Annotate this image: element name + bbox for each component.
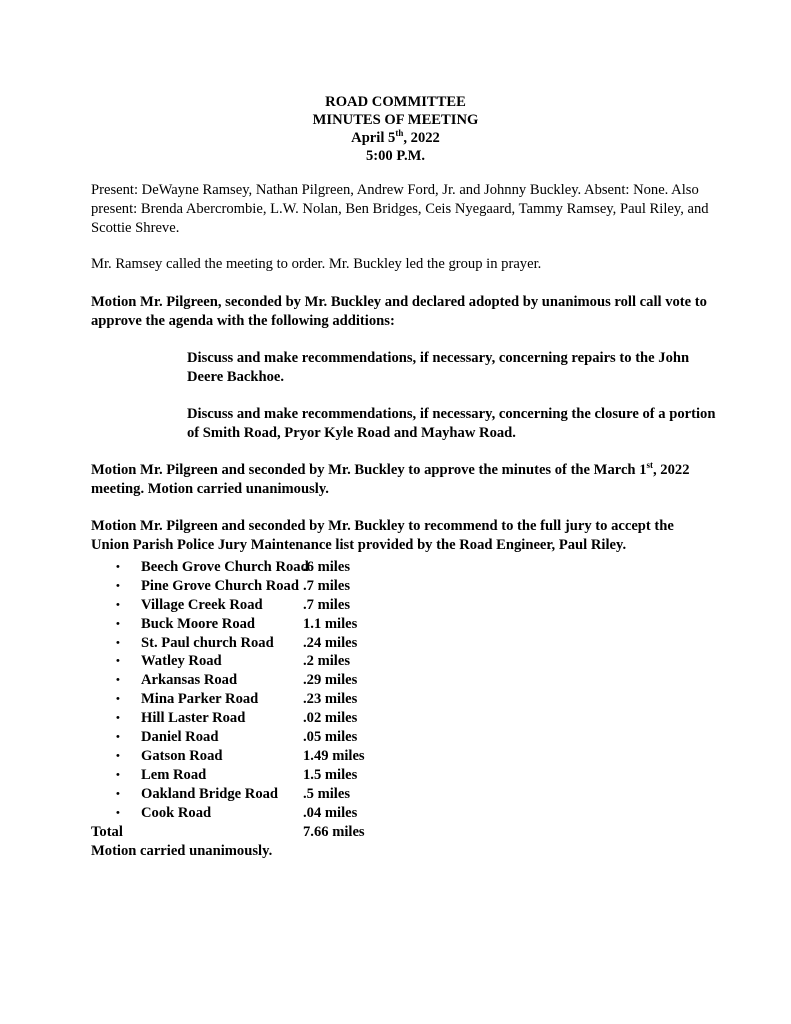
committee-title: ROAD COMMITTEE <box>325 94 466 110</box>
bullet-icon: • <box>116 561 120 573</box>
road-name: Buck Moore Road <box>141 615 256 632</box>
road-name: Hill Laster Road <box>141 710 246 727</box>
road-name: Mina Parker Road <box>141 691 259 708</box>
minutes-title: MINUTES OF MEETING <box>312 112 479 128</box>
bullet-icon: • <box>116 712 120 725</box>
total-miles: 7.66 miles <box>303 824 365 840</box>
road-miles: .05 miles <box>303 729 358 746</box>
road-name: Daniel Road <box>141 729 219 746</box>
bullet-icon: • <box>116 598 120 611</box>
bullet-icon: • <box>116 749 120 762</box>
bullet-icon: • <box>116 636 120 649</box>
road-name: Cook Road <box>141 804 212 821</box>
agenda-addition-2: Discuss and make recommendations, if necessary, concerning the closure of a portion of Smith Road, Pryor Kyle Road and Mayhaw Road. <box>187 406 716 441</box>
road-miles: .6 miles <box>303 559 351 575</box>
list-item <box>91 577 491 596</box>
agenda-addition-1: Discuss and make recommendations, if necessary, concerning repairs to the John Deere Backhoe. <box>187 350 690 385</box>
list-item <box>91 690 491 709</box>
list-item <box>91 728 491 747</box>
road-name: Beech Grove Church Road <box>141 559 309 575</box>
road-miles: .04 miles <box>303 804 358 821</box>
bullet-icon: • <box>116 655 120 668</box>
bullet-icon: • <box>116 787 120 800</box>
agenda-motion-paragraph: Motion Mr. Pilgreen, seconded by Mr. Buckley and declared adopted by unanimous roll call vote to approve the agenda with the following additions: <box>91 294 707 329</box>
bullet-icon: • <box>116 806 120 819</box>
list-item <box>91 766 491 785</box>
list-item <box>91 634 491 653</box>
road-miles: .7 miles <box>303 596 351 613</box>
bullet-icon: • <box>116 617 120 630</box>
road-miles: .7 miles <box>303 577 351 594</box>
document-header <box>0 93 791 165</box>
road-miles: .29 miles <box>303 672 358 689</box>
total-row <box>91 823 491 842</box>
list-item <box>91 596 491 615</box>
road-name: Oakland Bridge Road <box>141 785 279 802</box>
road-miles: .02 miles <box>303 710 358 727</box>
list-item <box>91 615 491 634</box>
call-to-order-paragraph: Mr. Ramsey called the meeting to order. Mr. Buckley led the group in prayer. <box>91 256 542 272</box>
road-name: Arkansas Road <box>141 672 238 689</box>
road-miles: .5 miles <box>303 785 351 802</box>
road-miles: 1.49 miles <box>303 747 365 764</box>
list-item <box>91 804 491 823</box>
bullet-icon: • <box>116 768 120 781</box>
list-item <box>91 558 491 577</box>
bullet-icon: • <box>116 674 120 687</box>
road-maintenance-list <box>91 558 491 822</box>
minutes-motion-paragraph: Motion Mr. Pilgreen and seconded by Mr. Buckley to approve the minutes of the March 1st, 2022 meeting. Motion carried unanimously. <box>91 460 690 497</box>
road-name: St. Paul church Road <box>141 634 274 651</box>
road-name: Watley Road <box>141 653 222 670</box>
attendance-paragraph: Present: DeWayne Ramsey, Nathan Pilgreen, Andrew Ford, Jr. and Johnny Buckley. Absent: None. Also present: Brenda Abercrombie, L.W. Nolan, Ben Bridges, Ceis Nyegaard, Tammy Ramsey, Paul Riley, and Scottie Shreve. <box>91 182 709 236</box>
road-miles: .24 miles <box>303 634 358 651</box>
bullet-icon: • <box>116 731 120 744</box>
road-miles: 1.1 miles <box>303 615 358 632</box>
road-miles: .23 miles <box>303 691 358 708</box>
list-item <box>91 747 491 766</box>
road-name: Lem Road <box>141 766 207 783</box>
road-name: Pine Grove Church Road <box>141 577 299 594</box>
road-miles: .2 miles <box>303 653 351 670</box>
bullet-icon: • <box>116 579 120 592</box>
meeting-time: 5:00 P.M. <box>365 148 426 164</box>
maintenance-motion-paragraph: Motion Mr. Pilgreen and seconded by Mr. Buckley to recommend to the full jury to accept the Union Parish Police Jury Maintenance list provided by the Road Engineer, Paul Riley. <box>91 518 674 553</box>
list-item <box>91 785 491 804</box>
list-item <box>91 652 491 671</box>
list-item <box>91 671 491 690</box>
road-name: Village Creek Road <box>141 596 263 613</box>
total-label: Total <box>91 824 123 840</box>
closing-statement: Motion carried unanimously. <box>91 843 273 859</box>
bullet-icon: • <box>116 693 120 706</box>
road-miles: 1.5 miles <box>303 766 358 783</box>
road-name: Gatson Road <box>141 747 223 764</box>
list-item <box>91 709 491 728</box>
meeting-date: April 5th, 2022 <box>351 128 440 146</box>
